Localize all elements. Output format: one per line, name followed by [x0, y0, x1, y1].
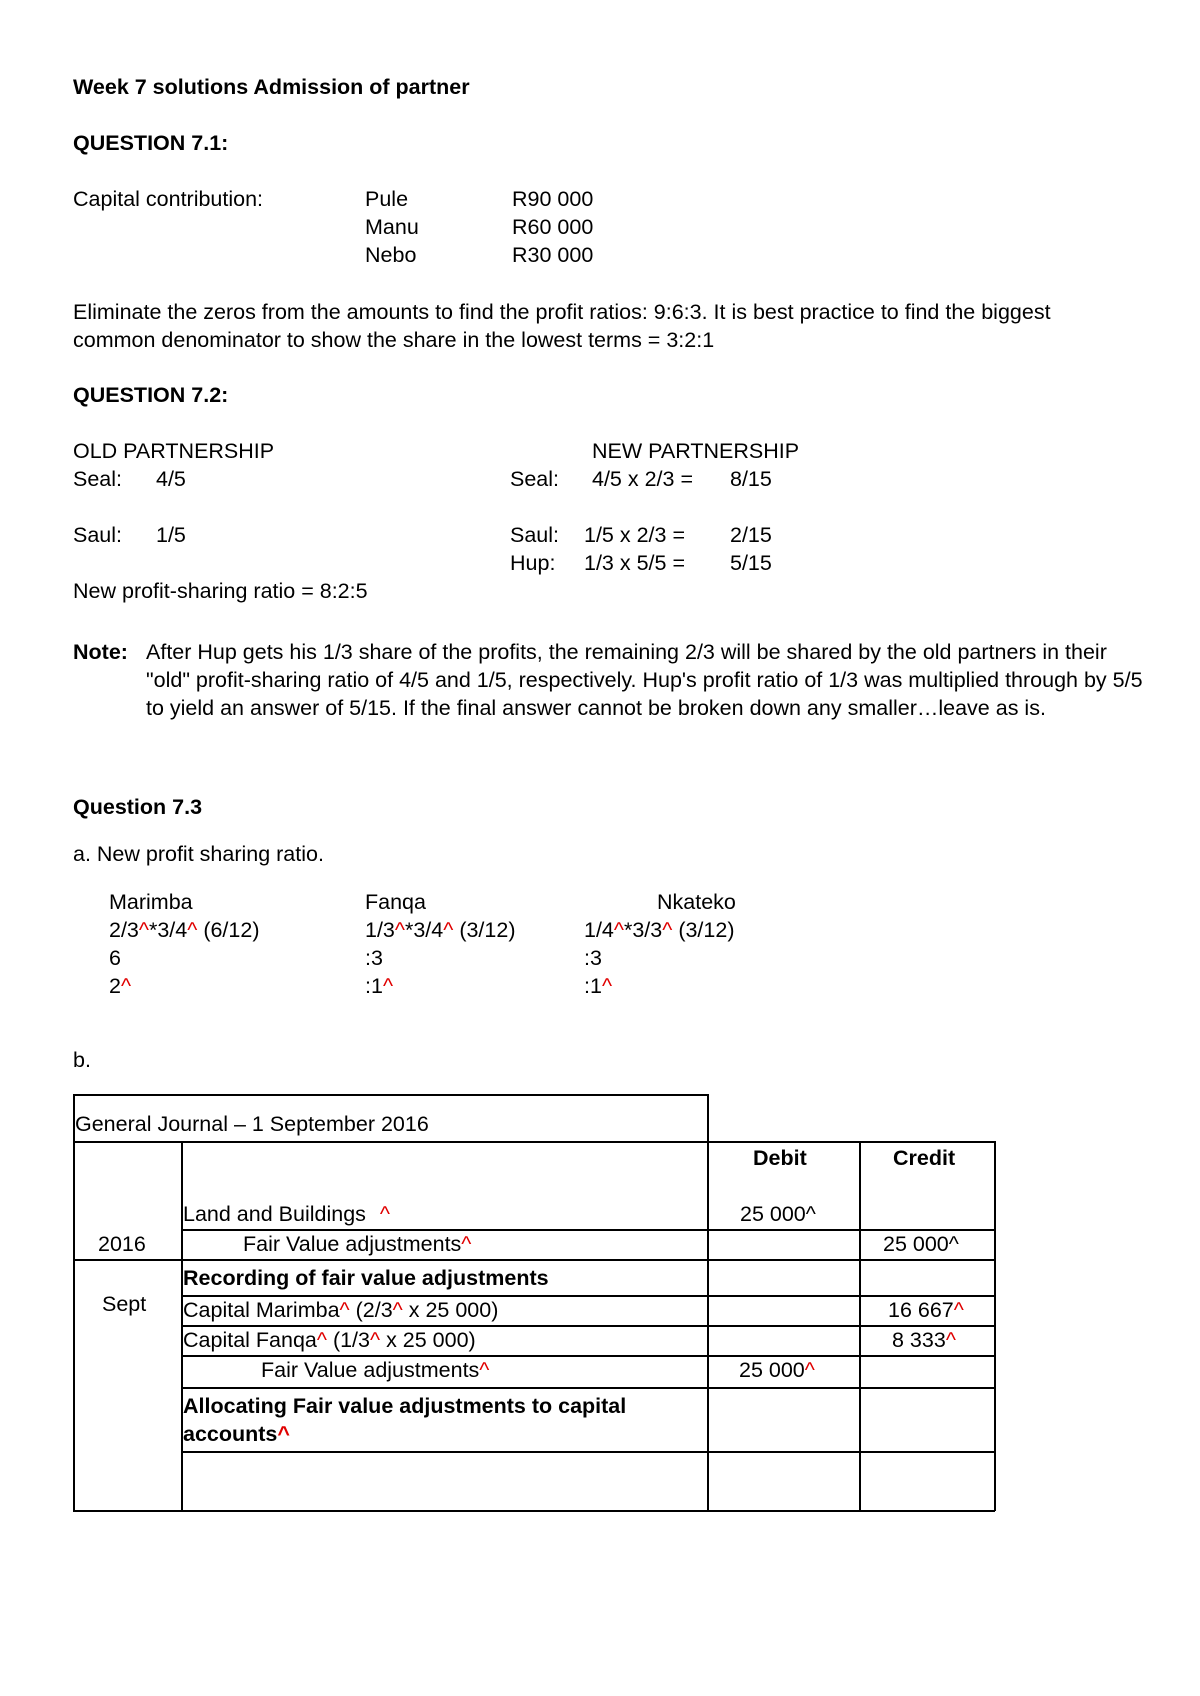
q1-paragraph: Eliminate the zeros from the amounts to find the profit ratios: 9:6:3. It is best practice to find the biggest common denominator to show the share in the lowest terms = 3:2:1: [73, 300, 1051, 352]
q3-heading: Question 7.3: [73, 795, 203, 819]
entry-fair-value-adjustments: Fair Value adjustments^: [243, 1232, 472, 1256]
part-b-label: b.: [73, 1048, 91, 1072]
part-a-label: a. New profit sharing ratio.: [73, 842, 324, 866]
debit-header: Debit: [753, 1146, 807, 1170]
new-partner-calc: 1/5 x 2/3 =: [584, 523, 686, 547]
capital-marimba-credit: 16 667^: [888, 1298, 964, 1322]
note-text: After Hup gets his 1/3 share of the profits, the remaining 2/3 will be shared by the old partners in their "old" profit-sharing ratio of 4/5 and 1/5, respectively. Hup's profit ratio of 1/3 was multiplied through by 5/5 to yield an answer of 5/15. If the final answer cannot be broken down any smaller…leave as is.: [146, 640, 1143, 720]
table-border: [73, 1141, 995, 1143]
narration-allocating: Allocating Fair value adjustments to capital: [183, 1394, 627, 1418]
column-fanqa: Fanqa: [365, 890, 426, 914]
table-border: [994, 1141, 996, 1511]
table-border: [859, 1141, 861, 1511]
partner-name: Manu: [365, 215, 419, 239]
column-marimba: Marimba: [109, 890, 193, 914]
capital-fanqa-credit: 8 333^: [892, 1328, 956, 1352]
table-border: [181, 1325, 995, 1327]
new-partner-result: 8/15: [730, 467, 772, 491]
partner-name: Nebo: [365, 243, 417, 267]
ratio-reduced: 2^: [109, 974, 132, 998]
new-partner-name: Saul:: [510, 523, 560, 547]
fanqa-calc: 1/3^*3/4^ (3/12): [365, 918, 516, 942]
q2-heading: QUESTION 7.2:: [73, 383, 229, 407]
entry-capital-marimba: Capital Marimba^ (2/3^ x 25 000): [183, 1298, 499, 1322]
old-partner-name: Seal:: [73, 467, 123, 491]
new-partnership-heading: NEW PARTNERSHIP: [592, 439, 800, 463]
ratio-value: 6: [109, 946, 121, 970]
ratio-reduced: :1^: [365, 974, 394, 998]
new-partner-result: 2/15: [730, 523, 772, 547]
capital-contribution-label: Capital contribution:: [73, 187, 264, 211]
marimba-calc: 2/3^*3/4^ (6/12): [109, 918, 260, 942]
page-title: Week 7 solutions Admission of partner: [73, 75, 470, 99]
credit-header: Credit: [893, 1146, 956, 1170]
fva-credit: 25 000^: [883, 1232, 959, 1256]
narration-fair-value: Recording of fair value adjustments: [183, 1266, 549, 1290]
table-border: [181, 1141, 183, 1511]
entry-land-buildings: Land and Buildings ^: [183, 1202, 390, 1226]
table-border: [73, 1510, 995, 1512]
table-border: [181, 1451, 995, 1453]
ratio-value: :3: [584, 946, 602, 970]
journal-title: General Journal – 1 September 2016: [75, 1112, 429, 1136]
note-label: Note:: [73, 640, 128, 664]
old-partner-name: Saul:: [73, 523, 123, 547]
new-partner-name: Seal:: [510, 467, 560, 491]
old-partner-share: 4/5: [156, 467, 186, 491]
journal-month: Sept: [102, 1292, 147, 1316]
table-border: [181, 1229, 995, 1231]
table-border: [707, 1094, 709, 1511]
table-border: [181, 1355, 995, 1357]
entry-fair-value-adjustments-debit: Fair Value adjustments^: [261, 1358, 490, 1382]
old-partner-share: 1/5: [156, 523, 186, 547]
land-debit: 25 000^: [740, 1202, 816, 1226]
new-ratio: New profit-sharing ratio = 8:2:5: [73, 579, 368, 603]
old-partnership-heading: OLD PARTNERSHIP: [73, 439, 275, 463]
table-border: [73, 1094, 75, 1511]
fva-debit: 25 000^: [739, 1358, 815, 1382]
table-border: [73, 1094, 708, 1096]
new-partner-calc: 4/5 x 2/3 =: [592, 467, 694, 491]
partner-name: Pule: [365, 187, 409, 211]
partner-amount: R30 000: [512, 243, 594, 267]
partner-amount: R60 000: [512, 215, 594, 239]
table-border: [181, 1295, 995, 1297]
new-partner-calc: 1/3 x 5/5 =: [584, 551, 686, 575]
table-border: [181, 1387, 995, 1389]
ratio-value: :3: [365, 946, 383, 970]
entry-capital-fanqa: Capital Fanqa^ (1/3^ x 25 000): [183, 1328, 476, 1352]
new-partner-name: Hup:: [510, 551, 556, 575]
nkateko-calc: 1/4^*3/3^ (3/12): [584, 918, 735, 942]
narration-allocating-cont: accounts^: [183, 1422, 290, 1446]
new-partner-result: 5/15: [730, 551, 772, 575]
q1-heading: QUESTION 7.1:: [73, 131, 229, 155]
partner-amount: R90 000: [512, 187, 594, 211]
column-nkateko: Nkateko: [657, 890, 736, 914]
journal-year: 2016: [98, 1232, 146, 1256]
ratio-reduced: :1^: [584, 974, 613, 998]
table-border: [73, 1259, 995, 1261]
